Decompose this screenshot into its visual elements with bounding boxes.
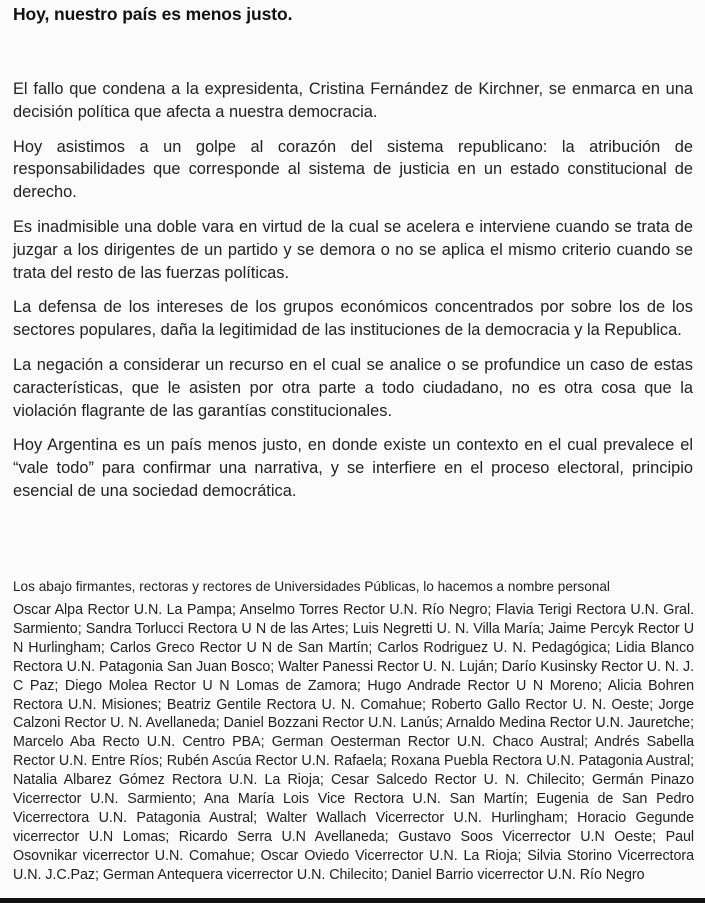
bottom-border: [0, 898, 705, 903]
document-title: Hoy, nuestro país es menos justo.: [13, 4, 293, 24]
paragraph-6: Hoy Argentina es un país menos justo, en donde existe un contexto en el cual prevalece el “vale todo” para confirmar una narrativa, y se interfiere en el proceso electoral, principio esencial de una sociedad democrática.: [13, 436, 693, 500]
signers-list: Oscar Alpa Rector U.N. La Pampa; Anselmo Torres Rector U.N. Río Negro; Flavia Terigi Rectora U.N. Gral. Sarmiento; Sandra Torlucci Rectora U N de las Artes; Luis Negretti U. N. Villa María; Jaime Percyk Rector U N Hurlingham; Carlos Greco Rector U N de San Martín; Carlos Rodriguez U. N. Pedagógica; Lidia Blanco Rectora U.N. Patagonia San Juan Bosco; Walter Panessi Rector U. N. Luján; Darío Kusinsky Rector U. N. J. C Paz; Diego Molea Rector U N Lomas de Zamora; Hugo Andrade Rector U N Moreno; Alicia Bohren Rectora U.N. Misiones; Beatriz Gentile Rectora U. N. Comahue; Roberto Gallo Rector U. N. Oeste; Jorge Calzoni Rector U. N. Avellaneda; Daniel Bozzani Rector U.N. Lanús; Arnaldo Medina Rector U.N. Jauretche; Marcelo Aba Recto U.N. Centro PBA; German Oesterman Rector U.N. Chaco Austral; Andrés Sabella Rector U.N. Entre Ríos; Rubén Ascúa Rector U.N. Rafaela; Roxana Puebla Rectora U.N. Patagonia Austral; Natalia Albarez Gómez Rectora U.N. La Rioja; Cesar Salcedo Rector U. N. Chilecito; Germán Pinazo Vicerrector U.N. Sarmiento; Ana María Lois Vice Rectora U.N. San Martín; Eugenia de San Pedro Vicerrectora U.N. Patagonia Austral; Walter Wallach Vicerrector U.N. Hurlingham; Horacio Gegunde vicerrector U.N Lomas; Ricardo Serra U.N Avellaneda; Gustavo Soos Vicerrector U.N Oeste; Paul Osovnikar vicerrector U.N. Comahue; Oscar Oviedo Vicerrector U.N. La Rioja; Silvia Storino Vicerrectora U.N. J.C.Paz; German Antequera vicerrector U.N. Chilecito; Daniel Barrio vicerrector U.N. Río Negro: [13, 602, 694, 883]
paragraph-1: El fallo que condena a la expresidenta, Cristina Fernández de Kirchner, se enmarca en una decisión política que afecta a nuestra democracia.: [13, 80, 693, 121]
paragraph-2: Hoy asistimos a un golpe al corazón del sistema republicano: la atribución de responsabilidades que corresponde al sistema de justicia en un estado constitucional de derecho.: [13, 137, 693, 202]
paragraph-5: La negación a considerar un recurso en el cual se analice o se profundice un caso de estas características, que le asisten por otra parte a todo ciudadano, no es otra cosa que la violación flagrante de las garantías constitucionales.: [13, 355, 693, 420]
paragraph-4: La defensa de los intereses de los grupos económicos concentrados por sobre los de los sectores populares, daña la legitimidad de las instituciones de la democracia y la Republica.: [13, 298, 693, 340]
statement-body: [13, 78, 693, 515]
paragraph-3: Es inadmisible una doble vara en virtud de la cual se acelera e interviene cuando se trata de juzgar a los dirigentes de un partido y se demora o no se aplica el mismo criterio cuando se trata del resto de las fuerzas políticas.: [13, 217, 693, 282]
signers-intro: Los abajo firmantes, rectoras y rectores de Universidades Públicas, lo hacemos a nombre personal: [13, 579, 610, 594]
